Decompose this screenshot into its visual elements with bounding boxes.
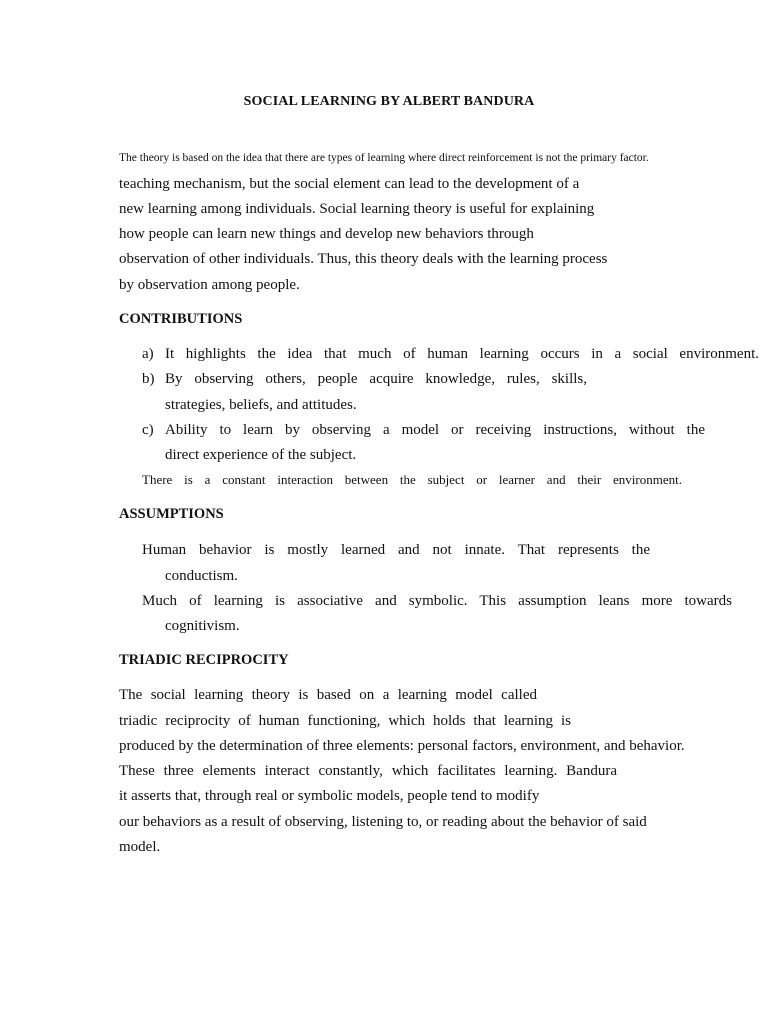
contribution-item-line: strategies, beliefs, and attitudes.: [165, 397, 357, 413]
triadic-line: it asserts that, through real or symbolic models, people tend to modify: [119, 788, 540, 804]
triadic-heading: TRIADIC RECIPROCITY: [119, 652, 289, 668]
intro-small-line: The theory is based on the idea that there are types of learning where direct reinforcement is not the primary factor.: [119, 152, 649, 164]
intro-line: observation of other individuals. Thus, this theory deals with the learning process: [119, 251, 608, 267]
intro-line: by observation among people.: [119, 277, 300, 293]
intro-line: teaching mechanism, but the social element can lead to the development of a: [119, 176, 580, 192]
triadic-line: The social learning theory is based on a learning model called: [119, 687, 537, 703]
document-title: SOCIAL LEARNING BY ALBERT BANDURA: [243, 94, 535, 109]
list-marker: c): [142, 422, 154, 438]
assumption-item-line: Much of learning is associative and symbolic. This assumption leans more towards: [142, 593, 732, 609]
triadic-line: model.: [119, 839, 161, 855]
list-marker: b): [142, 371, 155, 387]
assumptions-heading: ASSUMPTIONS: [119, 506, 224, 522]
assumption-item-line: Human behavior is mostly learned and not innate. That represents the: [142, 542, 650, 558]
triadic-line: These three elements interact constantly, which facilitates learning. Bandura: [119, 763, 617, 779]
triadic-line: our behaviors as a result of observing, listening to, or reading about the behavior of said: [119, 814, 647, 830]
contribution-item-line: It highlights the idea that much of human learning occurs in a social environment.: [165, 346, 759, 362]
intro-line: new learning among individuals. Social learning theory is useful for explaining: [119, 201, 595, 217]
triadic-line: triadic reciprocity of human functioning, which holds that learning is: [119, 713, 571, 729]
contribution-item-line: direct experience of the subject.: [165, 447, 357, 463]
contributions-note: There is a constant interaction between the subject or learner and their environment.: [142, 472, 682, 487]
assumption-item-line: conductism.: [165, 568, 238, 584]
assumption-item-line: cognitivism.: [165, 618, 240, 634]
list-marker: a): [142, 346, 154, 362]
intro-line: how people can learn new things and develop new behaviors through: [119, 226, 534, 242]
contribution-item-line: By observing others, people acquire knowledge, rules, skills,: [165, 371, 587, 387]
contributions-heading: CONTRIBUTIONS: [119, 311, 243, 327]
triadic-line: produced by the determination of three elements: personal factors, environment, and behavior.: [119, 738, 685, 754]
contribution-item-line: Ability to learn by observing a model or receiving instructions, without the: [165, 422, 705, 438]
